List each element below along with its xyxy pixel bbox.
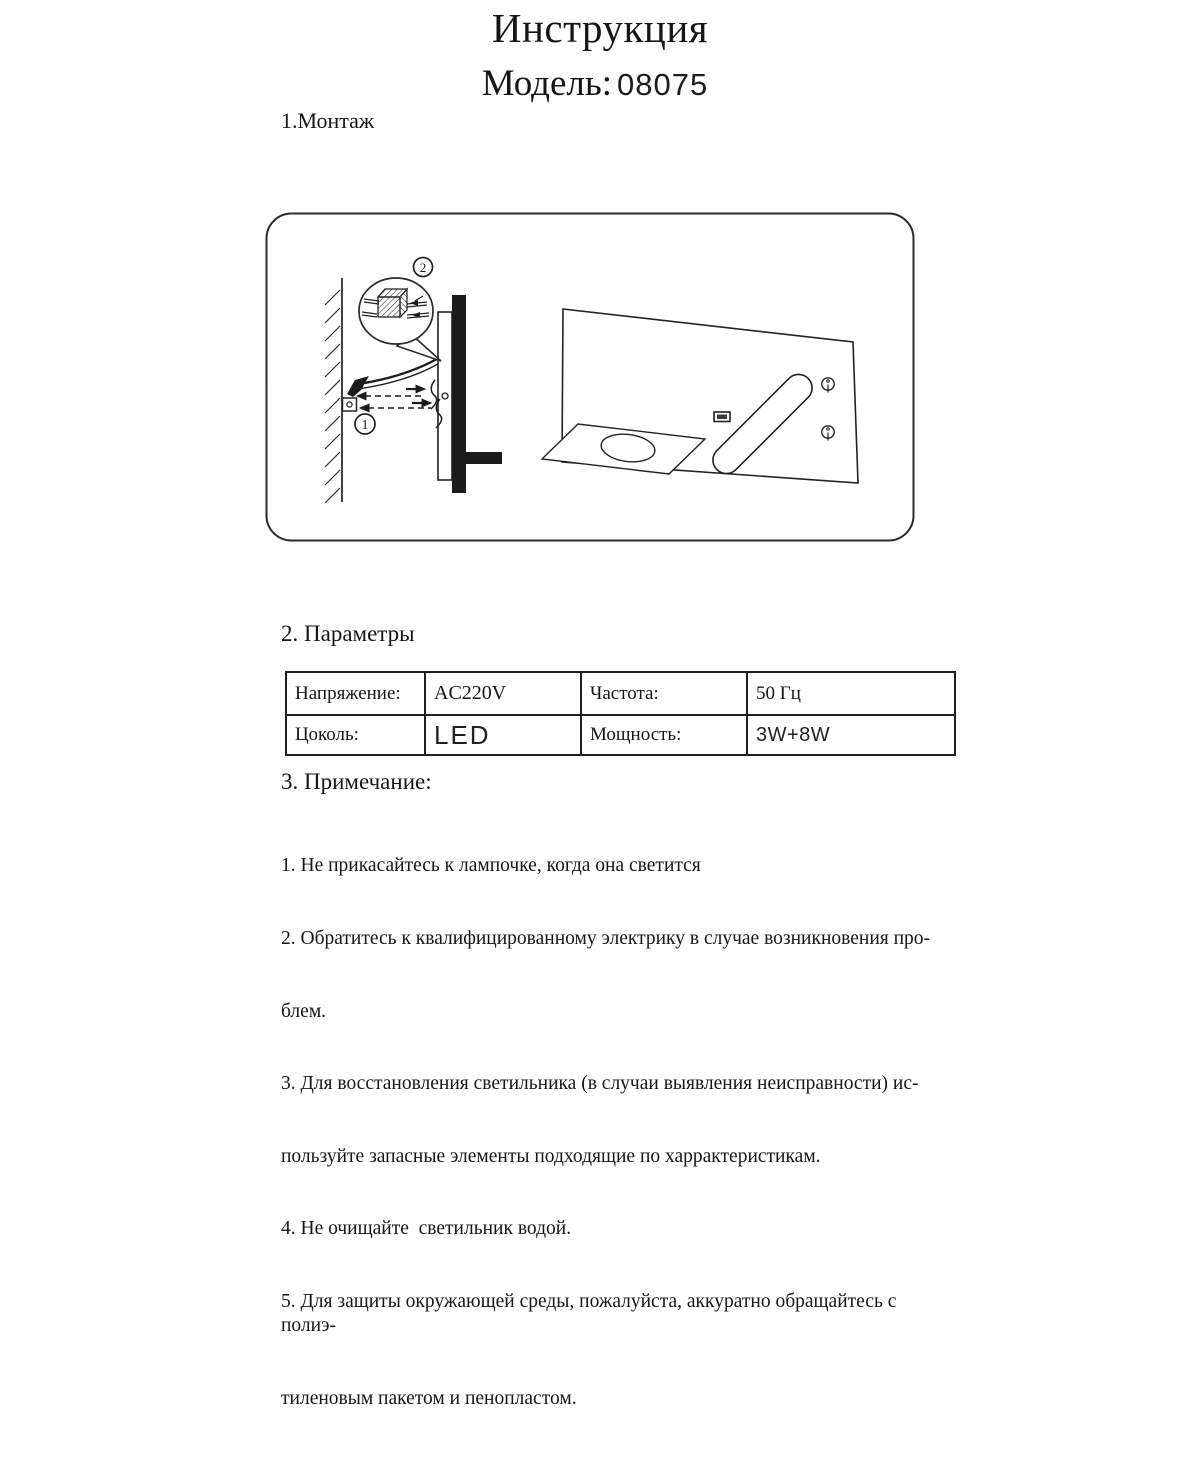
callout-2-badge <box>414 258 433 277</box>
note-line: 4. Не очищайте светильник водой. <box>281 1218 572 1240</box>
param-label-frequency: Частота: <box>581 672 747 715</box>
param-value-frequency: 50 Гц <box>747 672 955 715</box>
montage-heading: 1.Монтаж <box>281 108 375 133</box>
mounting-diagram <box>265 212 915 542</box>
plate-screw-hole <box>442 393 448 399</box>
shelf-side <box>466 452 502 464</box>
usb-port <box>714 412 730 422</box>
notes-heading: 3. Примечание: <box>281 769 432 794</box>
note-line: тиленовым пакетом и пенопластом. <box>281 1387 577 1409</box>
model-number: 08075 <box>617 67 709 102</box>
param-label-voltage: Напряжение: <box>286 672 425 715</box>
table-row <box>286 672 955 715</box>
note-line: 1. Не прикасайтесь к лампочке, когда она светится <box>281 855 701 877</box>
model-label: Модель: <box>481 63 613 104</box>
note-line: 2. Обратитесь к квалифицированному электрику в случае возникновения про- <box>281 928 931 950</box>
parameters-heading: 2. Параметры <box>281 621 415 646</box>
notes-list <box>281 806 945 1459</box>
param-label-socket: Цоколь: <box>286 715 425 755</box>
note-line: блем. <box>281 1000 327 1022</box>
lamp-body-side <box>452 295 466 493</box>
param-value-power: 3W+8W <box>747 715 955 755</box>
parameters-table <box>285 671 956 756</box>
table-row <box>286 715 955 755</box>
param-value-voltage: AC220V <box>425 672 581 715</box>
callout-1-badge <box>355 414 375 434</box>
note-line: пользуйте запасные элементы подходящие по харрактеристикам. <box>281 1145 821 1167</box>
param-value-socket: LED <box>425 715 581 755</box>
page-title: Инструкция <box>491 5 709 51</box>
svg-text:1: 1 <box>361 417 369 432</box>
note-line: 3. Для восстановления светильника (в случаи выявления неисправности) ис- <box>281 1073 919 1095</box>
svg-text:2: 2 <box>419 260 427 275</box>
note-line: 5. Для защиты окружающей среды, пожалуйста, аккуратно обращайтесь с полиэ- <box>281 1291 902 1337</box>
model-line <box>0 62 1190 105</box>
param-label-power: Мощность: <box>581 715 747 755</box>
